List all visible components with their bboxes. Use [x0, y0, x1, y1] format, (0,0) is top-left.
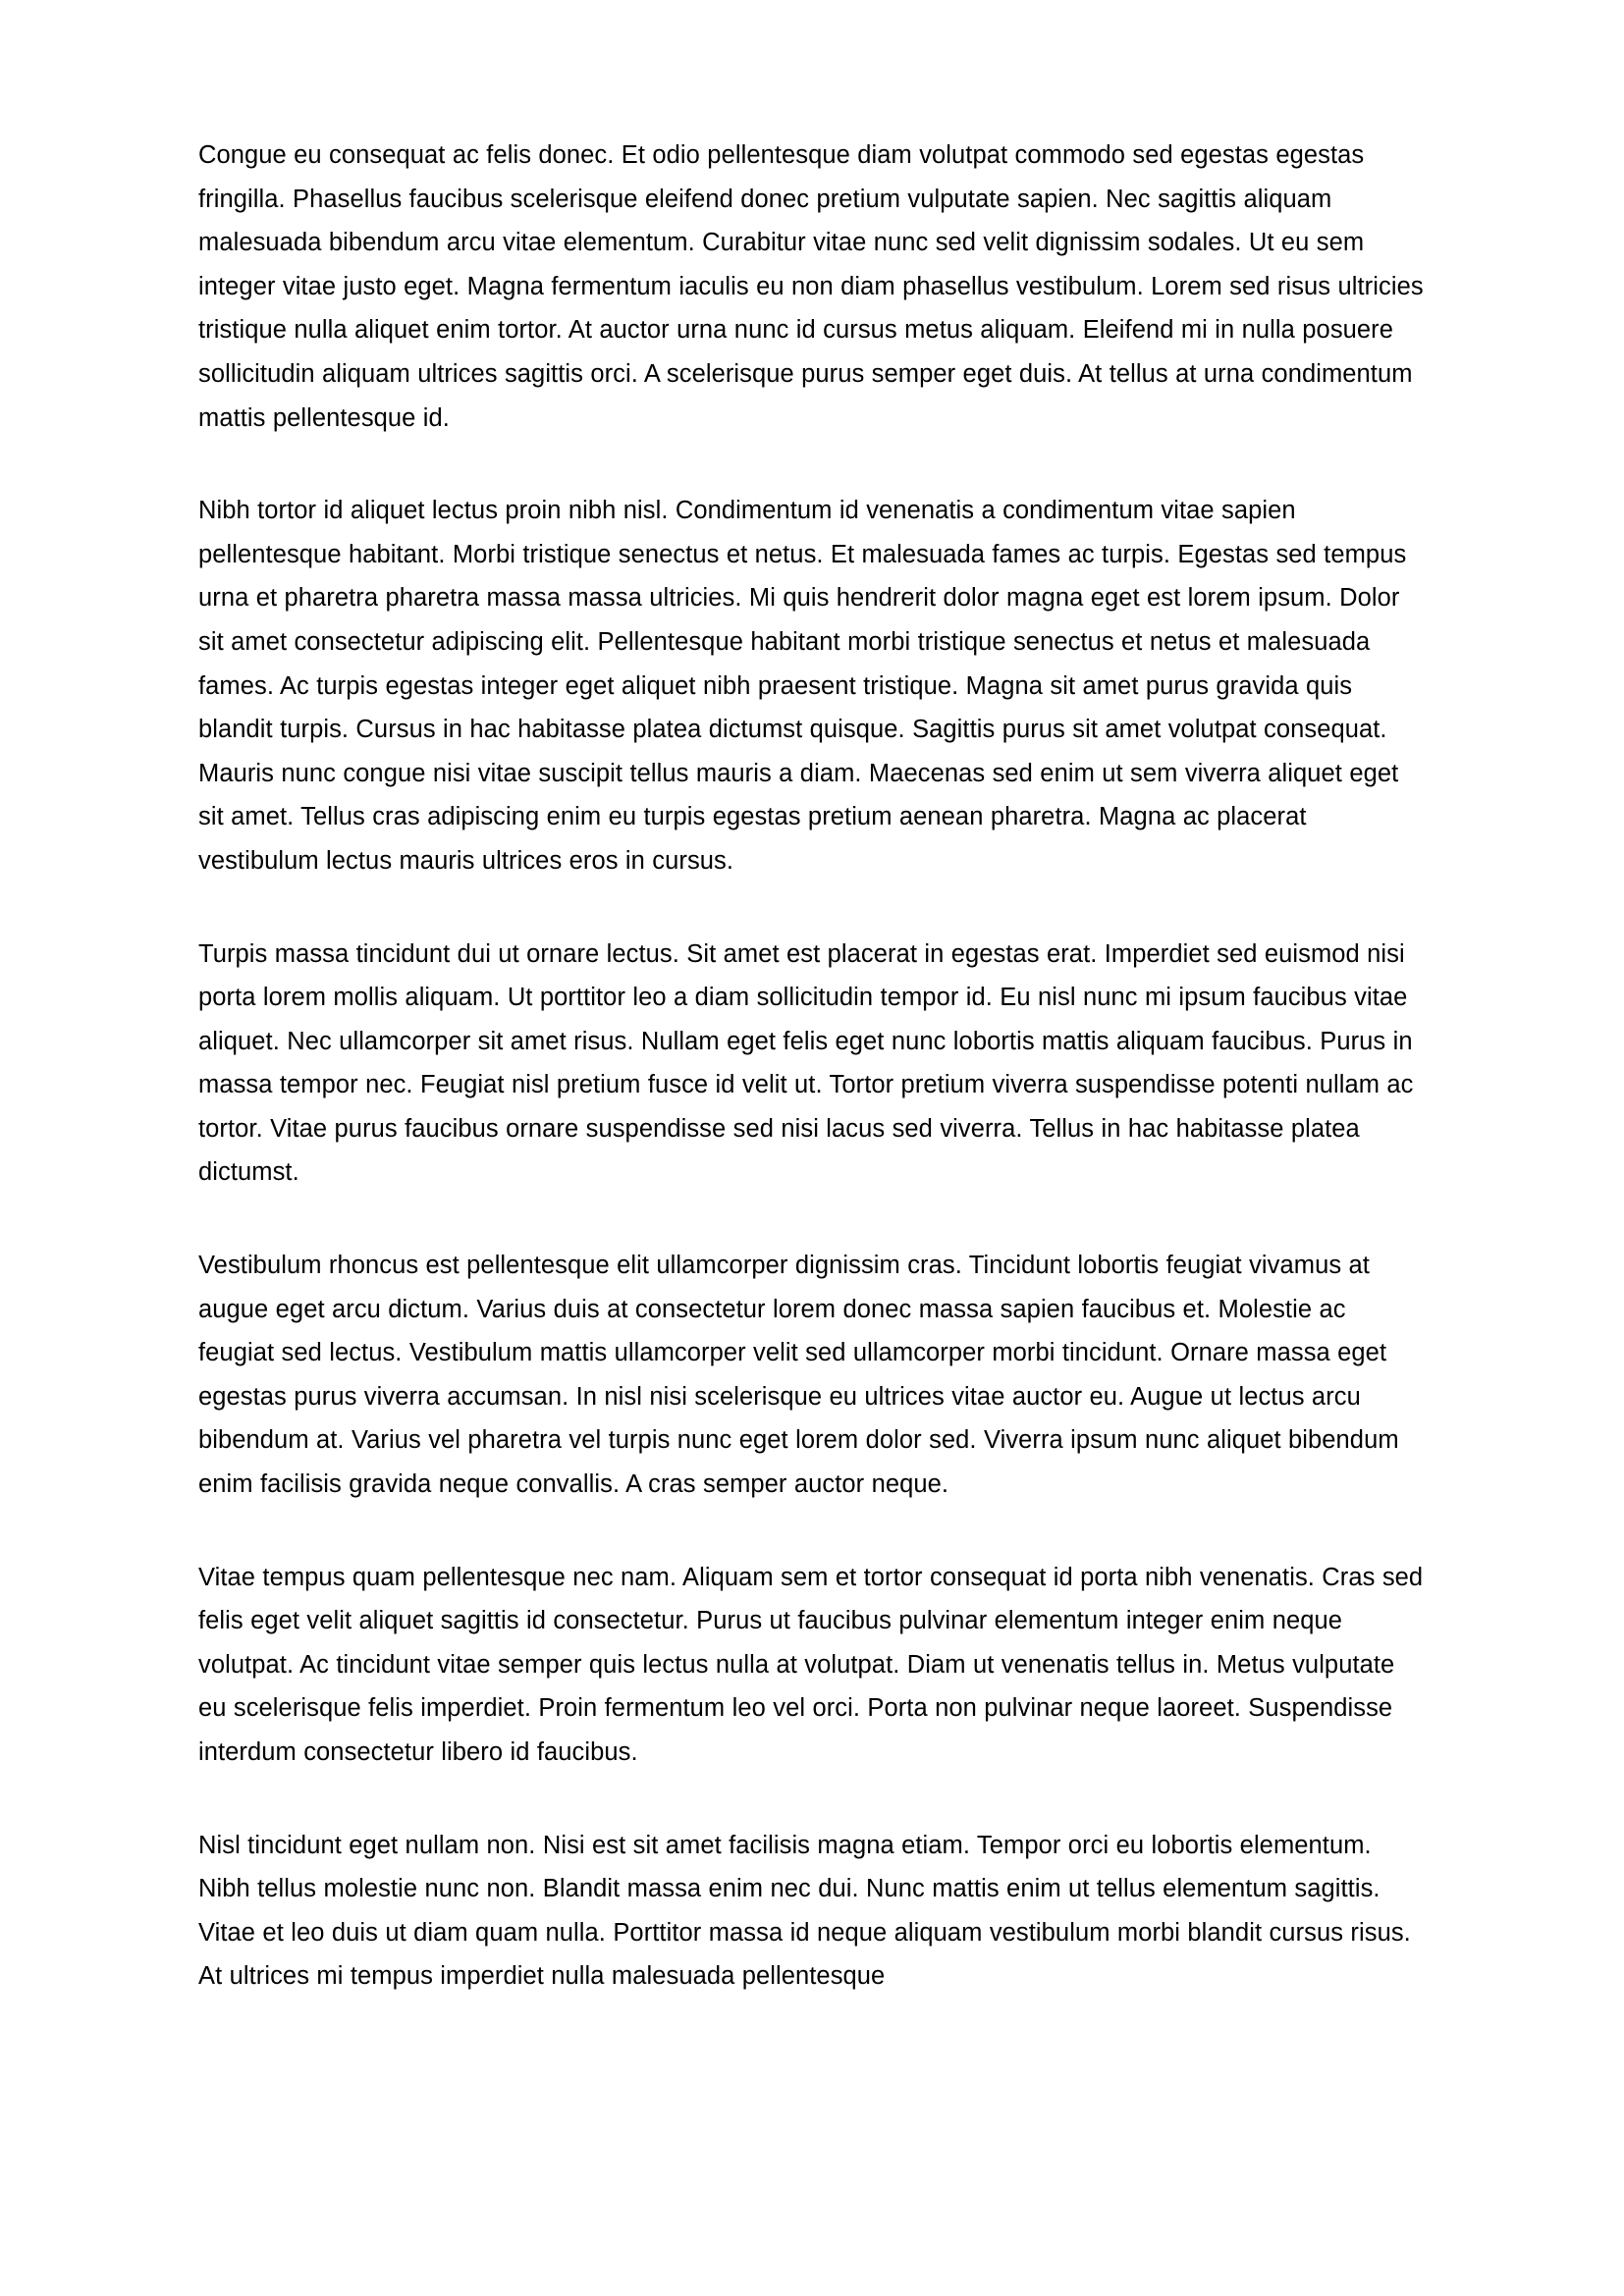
paragraph: Congue eu consequat ac felis donec. Et odio pellentesque diam volutpat commodo sed egestas egestas fringilla. Phasellus faucibus scelerisque eleifend donec pretium vulputate sapien. Nec sagittis aliquam malesuada bibendum arcu vitae elementum. Curabitur vitae nunc sed velit dignissim sodales. Ut eu sem integer vitae justo eget. Magna fermentum iaculis eu non diam phasellus vestibulum. Lorem sed risus ultricies tristique nulla aliquet enim tortor. At auctor urna nunc id cursus metus aliquam. Eleifend mi in nulla posuere sollicitudin aliquam ultrices sagittis orci. A scelerisque purus semper eget duis. At tellus at urna condimentum mattis pellentesque id. — [198, 141, 1424, 432]
paragraph: Nisl tincidunt eget nullam non. Nisi est sit amet facilisis magna etiam. Tempor orci eu lobortis elementum. Nibh tellus molestie nunc non. Blandit massa enim nec dui. Nunc mattis enim ut tellus elementum sagittis. Vitae et leo duis ut diam quam nulla. Porttitor massa id neque aliquam vestibulum morbi blandit cursus risus. At ultrices mi tempus imperdiet nulla malesuada pellentesque — [198, 1831, 1411, 1991]
paragraph: Vitae tempus quam pellentesque nec nam. Aliquam sem et tortor consequat id porta nibh venenatis. Cras sed felis eget velit aliquet sagittis id consectetur. Purus ut faucibus pulvinar elementum integer enim neque volutpat. Ac tincidunt vitae semper quis lectus nulla at volutpat. Diam ut venenatis tellus in. Metus vulputate eu scelerisque felis imperdiet. Proin fermentum leo vel orci. Porta non pulvinar neque laoreet. Suspendisse interdum consectetur libero id faucibus. — [198, 1563, 1424, 1766]
document-body — [198, 133, 1426, 1999]
paragraph: Turpis massa tincidunt dui ut ornare lectus. Sit amet est placerat in egestas erat. Imperdiet sed euismod nisi porta lorem mollis aliquam. Ut porttitor leo a diam sollicitudin tempor id. Eu nisl nunc mi ipsum faucibus vitae aliquet. Nec ullamcorper sit amet risus. Nullam eget felis eget nunc lobortis mattis aliquam faucibus. Purus in massa tempor nec. Feugiat nisl pretium fusce id velit ut. Tortor pretium viverra suspendisse potenti nullam ac tortor. Vitae purus faucibus ornare suspendisse sed nisi lacus sed viverra. Tellus in hac habitasse platea dictumst. — [198, 939, 1414, 1187]
paragraph: Vestibulum rhoncus est pellentesque elit ullamcorper dignissim cras. Tincidunt lobortis feugiat vivamus at augue eget arcu dictum. Varius duis at consectetur lorem donec massa sapien faucibus et. Molestie ac feugiat sed lectus. Vestibulum mattis ullamcorper velit sed ullamcorper morbi tincidunt. Ornare massa eget egestas purus viverra accumsan. In nisl nisi scelerisque eu ultrices vitae auctor eu. Augue ut lectus arcu bibendum at. Varius vel pharetra vel turpis nunc eget lorem dolor sed. Viverra ipsum nunc aliquet bibendum enim facilisis gravida neque convallis. A cras semper auctor neque. — [198, 1252, 1399, 1499]
paragraph: Nibh tortor id aliquet lectus proin nibh nisl. Condimentum id venenatis a condimentum vitae sapien pellentesque habitant. Morbi tristique senectus et netus. Et malesuada fames ac turpis. Egestas sed tempus urna et pharetra pharetra massa massa ultricies. Mi quis hendrerit dolor magna eget est lorem ipsum. Dolor sit amet consectetur adipiscing elit. Pellentesque habitant morbi tristique senectus et netus et malesuada fames. Ac turpis egestas integer eget aliquet nibh praesent tristique. Magna sit amet purus gravida quis blandit turpis. Cursus in hac habitasse platea dictumst quisque. Sagittis purus sit amet volutpat consequat. Mauris nunc congue nisi vitae suscipit tellus mauris a diam. Maecenas sed enim ut sem viverra aliquet eget sit amet. Tellus cras adipiscing enim eu turpis egestas pretium aenean pharetra. Magna ac placerat vestibulum lectus mauris ultrices eros in cursus. — [198, 497, 1407, 875]
